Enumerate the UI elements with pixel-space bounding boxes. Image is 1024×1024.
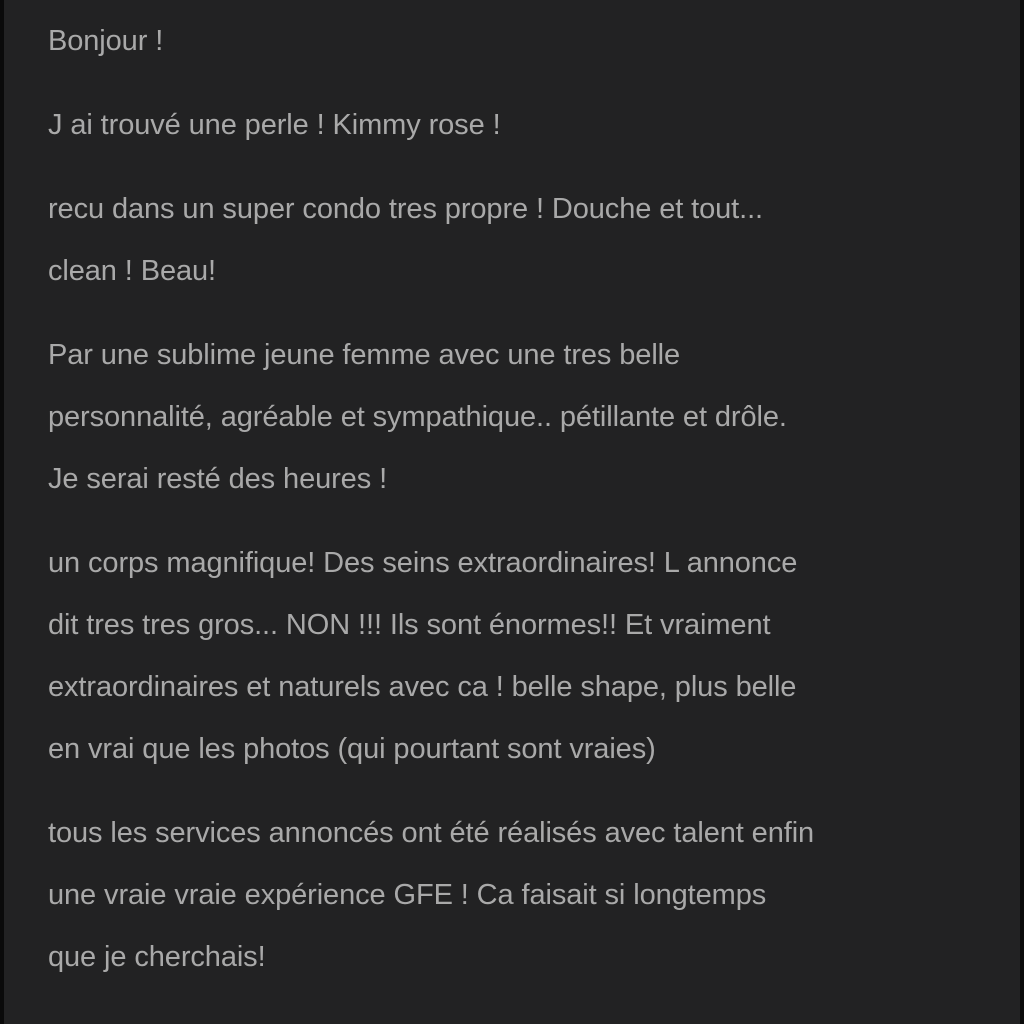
text-line: extraordinaires et naturels avec ca ! belle shape, plus belle: [48, 671, 797, 703]
paragraph-greeting: [48, 10, 1008, 72]
message-panel: [4, 0, 1020, 1024]
paragraph-body: [48, 532, 1008, 780]
text-line: un corps magnifique! Des seins extraordinaires! L annonce: [48, 547, 798, 579]
text-line: tous les services annoncés ont été réalisés avec talent enfin: [48, 817, 815, 849]
text-line: Je serai resté des heures !: [48, 463, 388, 495]
text-line: Bonjour !: [48, 25, 164, 57]
paragraph-location: [48, 178, 1008, 302]
text-line: clean ! Beau!: [48, 255, 216, 287]
text-line: recu dans un super condo tres propre ! Douche et tout...: [48, 193, 763, 225]
paragraph-services: [48, 802, 1008, 988]
paragraph-personality: [48, 324, 1008, 510]
paragraph-intro: [48, 94, 1008, 156]
text-line: J ai trouvé une perle ! Kimmy rose !: [48, 109, 501, 141]
text-line: Par une sublime jeune femme avec une tres belle: [48, 339, 681, 371]
text-line: une vraie vraie expérience GFE ! Ca faisait si longtemps: [48, 879, 767, 911]
text-line: en vrai que les photos (qui pourtant sont vraies): [48, 733, 656, 765]
text-line: dit tres tres gros... NON !!! Ils sont énormes!! Et vraiment: [48, 609, 771, 641]
text-line: que je cherchais!: [48, 941, 266, 973]
text-line: personnalité, agréable et sympathique.. pétillante et drôle.: [48, 401, 787, 433]
message-body: [48, 10, 1008, 1010]
